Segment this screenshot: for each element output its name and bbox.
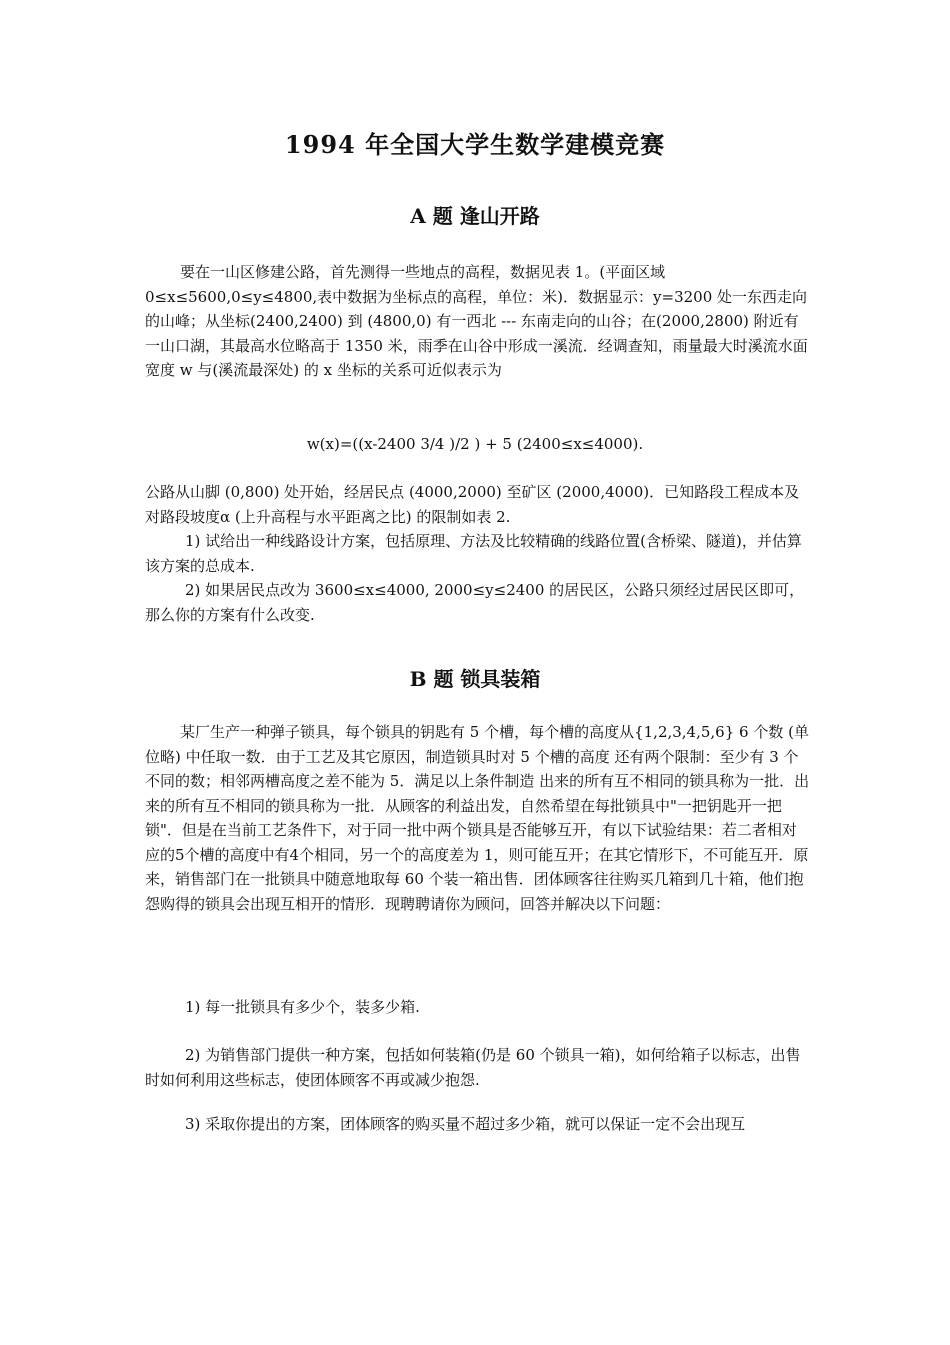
problem-a-item-2: 2) 如果居民点改为 3600≤x≤4000, 2000≤y≤2400 的居民区，公路只须经过居民区即可，那么你的方案有什么改变. xyxy=(145,581,805,624)
problem-b-question-2 xyxy=(145,1043,810,1092)
problem-b-item-3: 3) 采取你提出的方案，团体顾客的购买量不超过多少箱，就可以保证一定不会出现互 xyxy=(185,1115,746,1133)
problem-a-paragraph-1: 要在一山区修建公路，首先测得一些地点的高程，数据见表 1。(平面区域 0≤x≤5600,0≤y≤4800,表中数据为坐标点的高程，单位：米)．数据显示：y=3200 处一东西走向的山峰；从坐标(2400,2400) 到 (4800,0) 有一西北 --- 东南走向的山谷；在(2000,2800) 附近有一山口湖，其最高水位略高于 1350 米，雨季在山谷中形成一溪流．经调查知，雨量最大时溪流水面宽度 w 与(溪流最深处) 的 x 坐标的关系可近似表示为 xyxy=(145,263,808,379)
problem-a-heading: A 题 逢山开路 xyxy=(410,204,540,228)
problem-a-body xyxy=(145,480,810,627)
problem-b-question-1 xyxy=(145,995,810,1020)
problem-a-intro xyxy=(145,260,810,383)
problem-a-formula: w(x)=((x-2400 3/4 )/2 ) + 5 (2400≤x≤4000). xyxy=(306,435,644,453)
problem-b-paragraph-1: 某厂生产一种弹子锁具，每个锁具的钥匙有 5 个槽，每个槽的高度从{1,2,3,4,5,6} 6 个数 (单位略) 中任取一数．由于工艺及其它原因，制造锁具时对 5 个槽的高度 还有两个限制：至少有 3 个不同的数；相邻两槽高度之差不能为 5．满足以上条件制造 出来的所有互不相同的锁具称为一批．出来的所有互不相同的锁具称为一批．从顾客的利益出发，自然希望在每批锁具中"一把钥匙开一把锁"．但是在当前工艺条件下，对于同一批中两个锁具是否能够互开，有以下试验结果：若二者相对应的5个槽的高度中有4个相同，另一个的高度差为 1，则可能互开；在其它情形下，不可能互开．原来，销售部门在一批锁具中随意地取每 60 个装一箱出售．团体顾客往往购买几箱到几十箱，他们抱怨购得的锁具会出现互相开的情形．现聘聘请你为顾问，回答并解决以下问题： xyxy=(145,723,810,913)
document-title: 1994 年全国大学生数学建模竞赛 xyxy=(284,130,666,159)
problem-b-question-3 xyxy=(145,1112,810,1137)
problem-b-intro xyxy=(145,720,810,916)
problem-b-heading: B 题 锁具装箱 xyxy=(409,667,541,691)
problem-a-item-1: 1) 试给出一种线路设计方案，包括原理、方法及比较精确的线路位置(含桥梁、隧道)，并估算该方案的总成本. xyxy=(145,532,802,575)
problem-a-paragraph-2: 公路从山脚 (0,800) 处开始，经居民点 (4000,2000) 至矿区 (2000,4000)．已知路段工程成本及对路段坡度α (上升高程与水平距离之比) 的限制如表 2. xyxy=(145,483,800,526)
problem-b-item-1: 1) 每一批锁具有多少个，装多少箱. xyxy=(185,998,420,1016)
problem-b-item-2: 2) 为销售部门提供一种方案，包括如何装箱(仍是 60 个锁具一箱)，如何给箱子以标志，出售时如何利用这些标志，使团体顾客不再或减少抱怨. xyxy=(145,1046,801,1089)
